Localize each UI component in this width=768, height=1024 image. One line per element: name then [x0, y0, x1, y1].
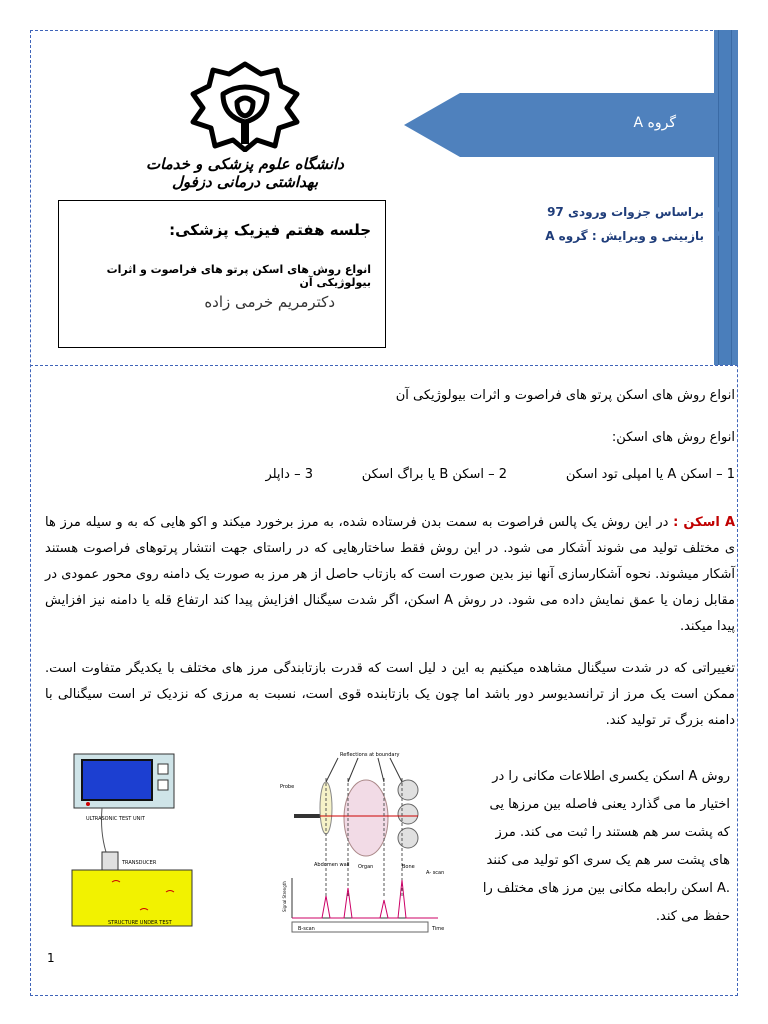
organ-label: Organ: [358, 864, 374, 870]
types-heading: انواع روش های اسکن:: [611, 430, 735, 445]
university-name: دانشگاه علوم پزشکی و خدمات بهداشتی درمانی دزفول: [146, 155, 344, 191]
university-emblem-icon: [175, 60, 315, 152]
structure-label: STRUCTURE UNDER TEST: [108, 920, 172, 926]
author-name: دکترمریم خرمی زاده: [204, 293, 335, 311]
paragraph-a-scan: [45, 510, 735, 640]
header-bullets: [545, 205, 722, 253]
a-scan-lead: A اسکن :: [673, 515, 735, 530]
ultrasonic-test-figure: [62, 752, 202, 932]
type-a-scan: 1 – اسکن A یا امپلی تود اسکن: [565, 467, 735, 482]
session-title: جلسه هفتم فیزیک پزشکی:: [169, 221, 371, 239]
group-label: گروه A: [633, 115, 676, 131]
reflections-label: Reflections at boundary: [340, 752, 400, 758]
paragraph-spatial: روش A اسکن یکسری اطلاعات مکانی را در اختیار ما می گذارد یعنی فاصله بین مرزها یی که پشت سر هم هستند را ثبت می کند. مرز های پشت سر هم یک سری اکو تولید می کنند .A اسکن رابطه مکانی بین مرز های مختلف را حفظ می کند.: [482, 769, 730, 924]
session-title-box: [58, 200, 386, 348]
university-logo: [120, 60, 370, 195]
group-banner: [404, 93, 716, 157]
type-b-scan: 2 – اسکن B یا براگ اسکن: [361, 467, 507, 482]
a-scan-diagram: [278, 748, 450, 936]
a-scan-label: A- scan: [426, 870, 445, 876]
bullet-item: • براساس جزوات ورودی 97: [545, 205, 722, 219]
time-label: Time: [432, 926, 445, 932]
session-subtitle: انواع روش های اسکن پرتو های فراصوت و اثرات بیولوژیکی آن: [106, 263, 371, 289]
b-scan-label: B-scan: [298, 926, 315, 932]
paragraph-a-scan-body: در این روش یک پالس فراصوت به سمت بدن فرستاده شده، به مرز برخورد میکند و اکو هایی که به و سیله مرز ها ی مختلف تولید می شوند آشکار می شود. در این روش فقط ساختارهایی که در راستای جهت انتشار پرتوهای فراصوت هستند آشکار میشوند. نحوه آشکارسازی آنها نیز بدین صورت است که بازتاب حاصل از هر مرز به صورت یک دامنه روی محور عمودی در مقابل زمان یا عمق نمایش داده می شود. در روش A اسکن، اگر شدت سیگنال افزایش پیدا کند ارتفاع قله یا دامنه نیز افزایش پیدا میکند.: [45, 515, 736, 634]
types-row: [45, 462, 735, 488]
probe-label: Probe: [280, 784, 295, 790]
side-accent-bar-inner: [718, 30, 732, 365]
content-heading: انواع روش های اسکن پرتو های فراصوت و اثرات بیولوژیکی آن: [395, 388, 735, 403]
bone-label: Bone: [402, 864, 415, 870]
bullet-item: • بازبینی و ویرایش : گروه A: [545, 229, 722, 243]
type-doppler: 3 – داپلر: [265, 467, 313, 482]
page-number: 1: [47, 951, 55, 965]
transducer-label: TRANSDUCER: [122, 860, 157, 866]
signal-strength-label: Signal Strength: [282, 881, 287, 912]
paragraph-signal: تغییراتی که در شدت سیگنال مشاهده میکنیم به این د لیل است که قدرت بازتابندگی مرز های مختلف با یکدیگر متفاوت است. ممکن است یک مرز از ترانسدیوسر دور باشد اما چون یک بازتابنده قوی است، نسبت به مرزی که نزدیک تر است سیگنالی با دامنه بزرگ تر تولید کند.: [45, 661, 735, 728]
header-divider: [30, 365, 738, 366]
abdomen-wall-label: Abdomen wall: [314, 862, 350, 868]
ultrasonic-unit-label: ULTRASONIC TEST UNIT: [86, 816, 145, 822]
